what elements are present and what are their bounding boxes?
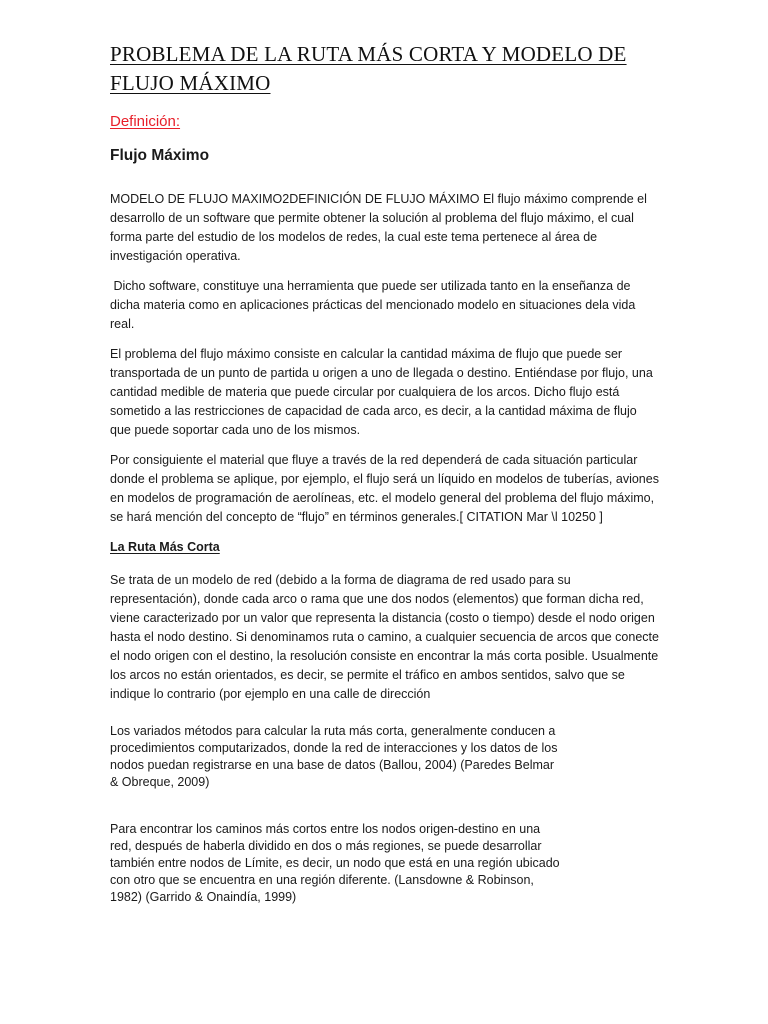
subheading-flujo-maximo: Flujo Máximo bbox=[110, 147, 210, 164]
paragraph-ruta: Se trata de un modelo de red (debido a la forma de diagrama de red usado para su representación), donde cada arco o rama que une dos nodos (elementos) que forman dicha red, viene caracterizado por un valor que representa la distancia (costo o tiempo) desde el nodo origen hasta el nodo destino. Si denominamos ruta o camino, a cualquier secuencia de arcos que conecte el nodo origen con el destino, la resolución consiste en encontrar la más corta posible. Usualmente los arcos no están orientados, es decir, se permite el tráfico en ambos sentidos, salvo que se indique lo contrario (por ejemplo en una calle de dirección bbox=[110, 573, 659, 701]
paragraph-caminos: Para encontrar los caminos más cortos entre los nodos origen-destino en una red, después de haberla dividido en dos o más regiones, se puede desarrollar también entre nodos de Límite, es decir, un nodo que está en una región ubicado con otro que se encuentra en una región diferente. (Lansdowne & Robinson, 1982) (Garrido & Onaindía, 1999) bbox=[110, 822, 560, 904]
spacer bbox=[110, 715, 660, 723]
spacer bbox=[110, 791, 660, 821]
paragraph-1: MODELO DE FLUJO MAXIMO2DEFINICIÓN DE FLUJO MÁXIMO El flujo máximo comprende el desarrollo de un software que permite obtener la solución al problema del flujo máximo, el cual forma parte del estudio de los modelos de redes, la cual este tema pertenece al área de investigación operativa. bbox=[110, 192, 647, 263]
paragraph-metodos: Los variados métodos para calcular la ruta más corta, generalmente conducen a procedimientos computarizados, donde la red de interacciones y los datos de los nodos puedan registrarse en una base de datos (Ballou, 2004) (Paredes Belmar & Obreque, 2009) bbox=[110, 724, 558, 789]
paragraph-3: El problema del flujo máximo consiste en calcular la cantidad máxima de flujo que puede ser transportada de un punto de partida u origen a uno de llegada o destino. Entiéndase por flujo, una cantidad medible de materia que puede circular por cualquiera de los arcos. Dicho flujo está sometido a las restricciones de capacidad de cada arco, es decir, a la cantidad máxima de flujo que puede soportar cada uno de los mismos. bbox=[110, 347, 653, 437]
document-title: PROBLEMA DE LA RUTA MÁS CORTA Y MODELO DE FLUJO MÁXIMO bbox=[110, 42, 627, 95]
paragraph-2: Dicho software, constituye una herramienta que puede ser utilizada tanto en la enseñanza de dicha materia como en aplicaciones prácticas del mencionado modelo en situaciones dela vida real. bbox=[110, 279, 639, 331]
section-label-definicion: Definición: bbox=[110, 113, 181, 130]
paragraph-4: Por consiguiente el material que fluye a través de la red dependerá de cada situación particular donde el problema se aplique, por ejemplo, el flujo será un líquido en modelos de tuberías, aviones en modelos de programación de aerolíneas, etc. el modelo general del problema del flujo máximo, se hará mención del concepto de “flujo” en términos generales.[ CITATION Mar \l 10250 ] bbox=[110, 453, 659, 524]
heading-ruta-mas-corta: La Ruta Más Corta bbox=[110, 540, 220, 554]
